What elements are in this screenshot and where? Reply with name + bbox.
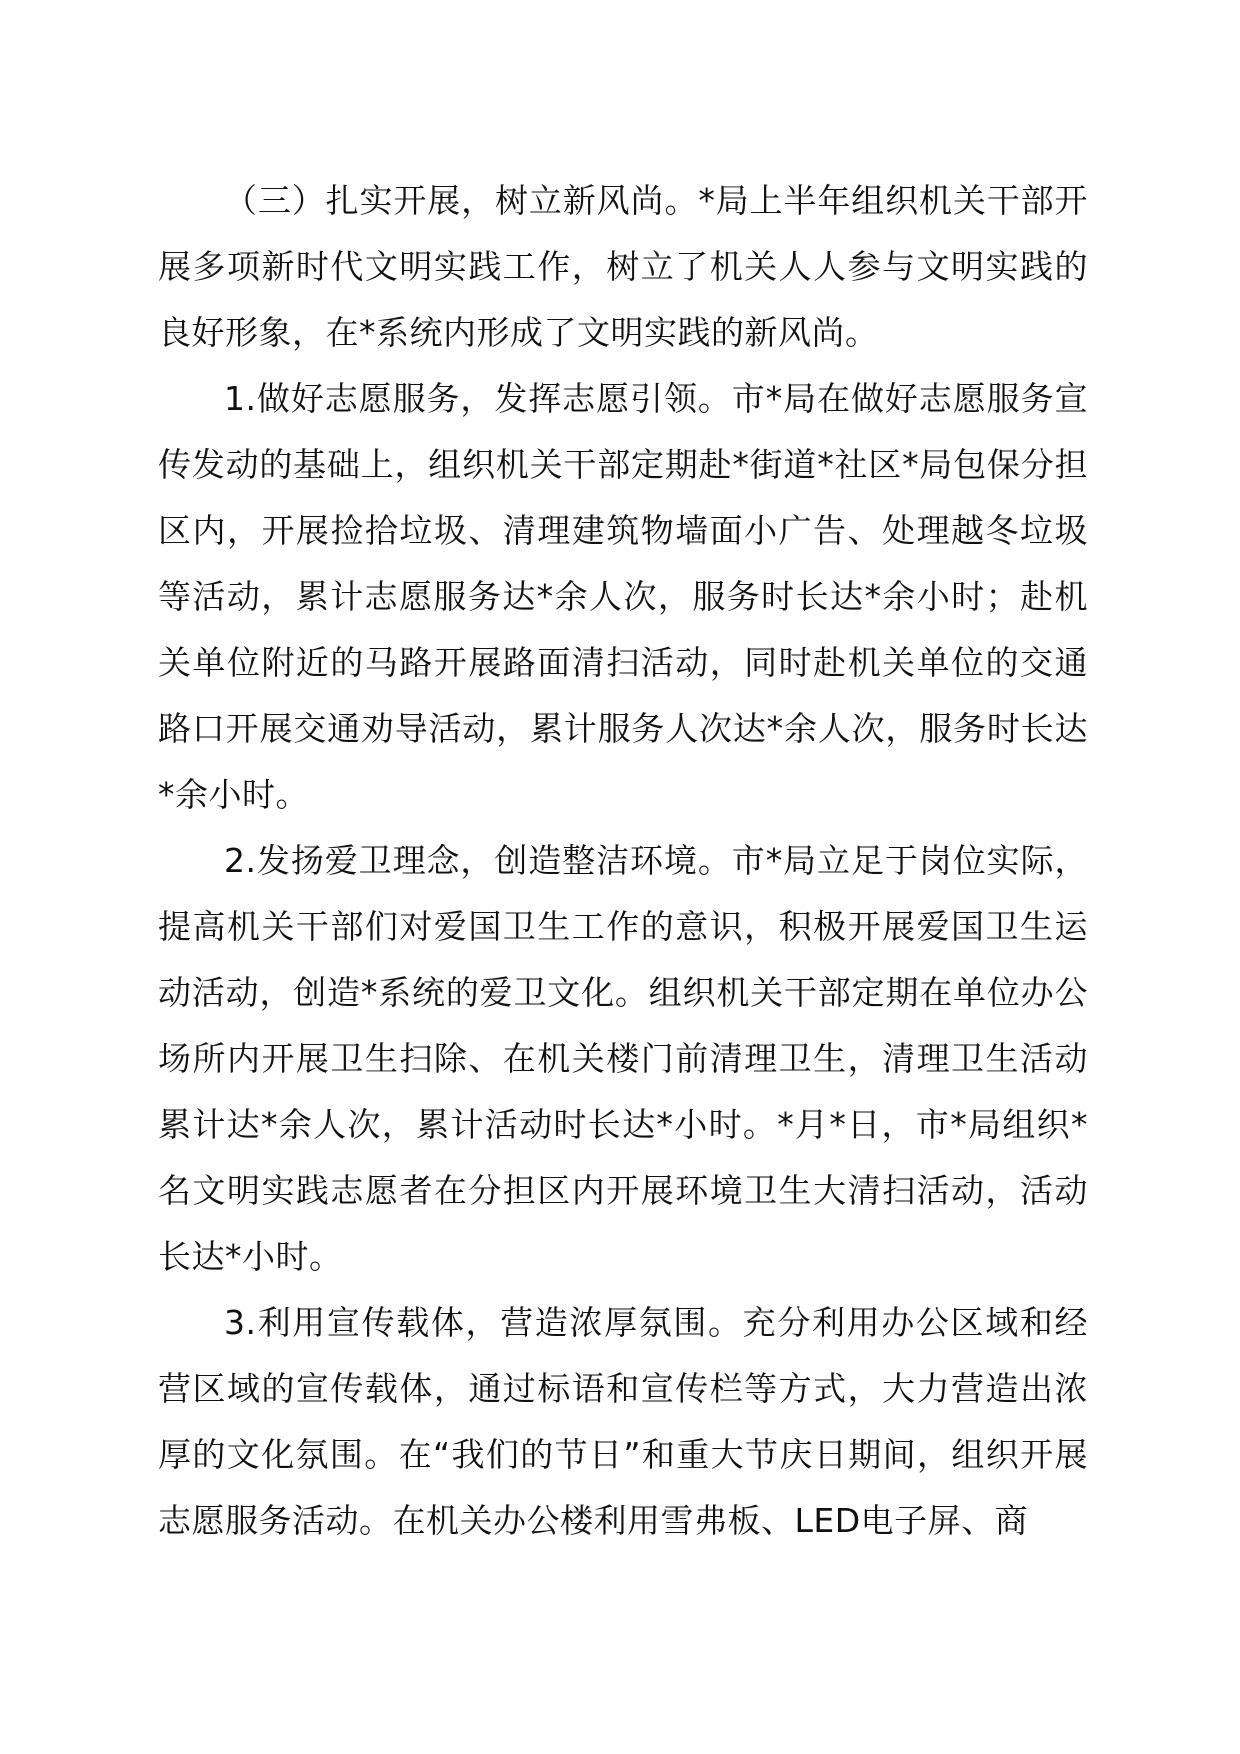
paragraph-item-3-publicity: 3.利用宣传载体，营造浓厚氛围。充分利用办公区域和经营区域的宣传载体，通过标语和宣传栏等方式，大力营造出浓厚的文化氛围。在“我们的节日”和重大节庆日期间，组织开展志愿服务活动。在机关办公楼利用雪弗板、LED电子屏、商 (158, 1303, 1088, 1540)
paragraph-item-2-hygiene: 2.发扬爱卫理念，创造整洁环境。市*局立足于岗位实际，提高机关干部们对爱国卫生工作的意识，积极开展爱国卫生运动活动，创造*系统的爱卫文化。组织机关干部定期在单位办公场所内开展卫生扫除、在机关楼门前清理卫生，清理卫生活动累计达*余人次，累计活动时长达*小时。*月*日，市*局组织*名文明实践志愿者在分担区内开展环境卫生大清扫活动，活动长达*小时。 (158, 841, 1088, 1276)
document-body (158, 168, 1088, 1554)
paragraph-item-1-volunteer-service: 1.做好志愿服务，发挥志愿引领。市*局在做好志愿服务宣传发动的基础上，组织机关干部定期赴*街道*社区*局包保分担区内，开展捡拾垃圾、清理建筑物墙面小广告、处理越冬垃圾等活动，累计志愿服务达*余人次，服务时长达*余小时；赴机关单位附近的马路开展路面清扫活动，同时赴机关单位的交通路口开展交通劝导活动，累计服务人次达*余人次，服务时长达*余小时。 (158, 379, 1089, 814)
paragraph-section-three: （三）扎实开展，树立新风尚。*局上半年组织机关干部开展多项新时代文明实践工作，树立了机关人人参与文明实践的良好形象，在*系统内形成了文明实践的新风尚。 (158, 181, 1088, 352)
